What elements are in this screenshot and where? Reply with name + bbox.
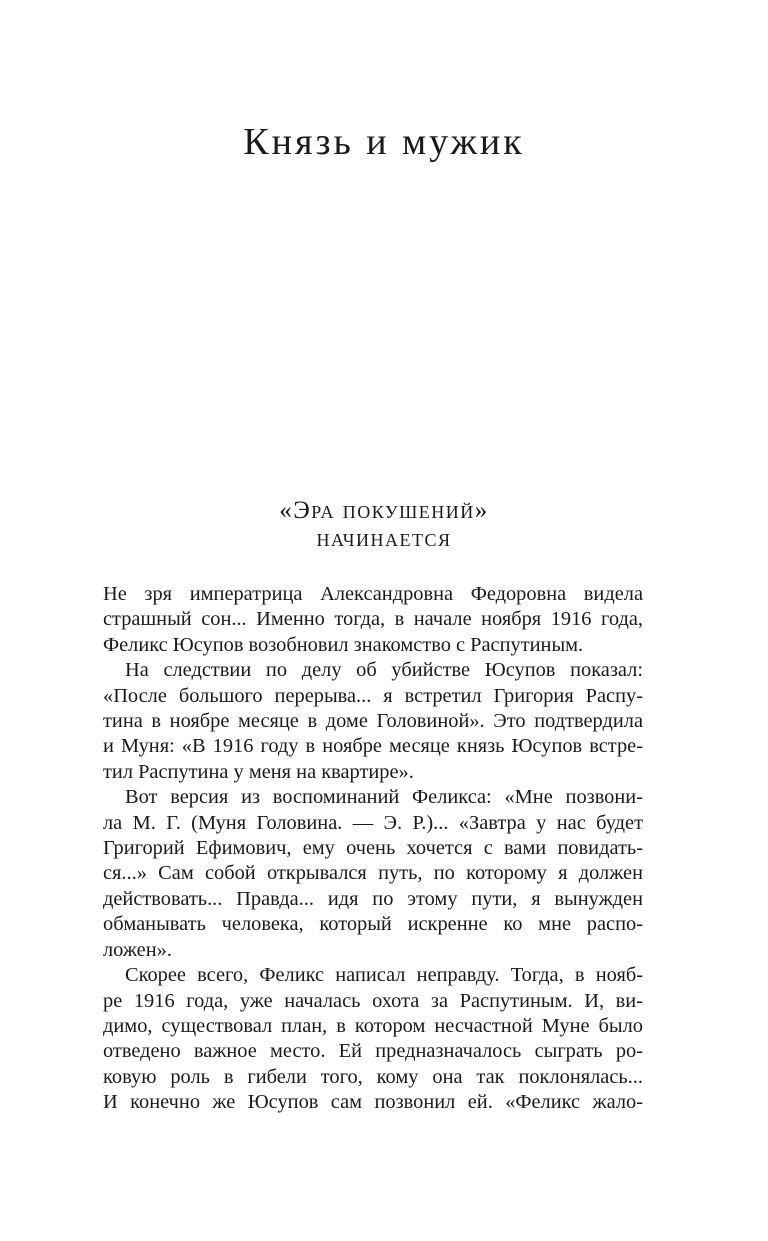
text-line: Не зря императрица Александровна Федоровна видела: [103, 583, 643, 605]
text-line: ковую роль в гибели того, кому она так поклонялась...: [103, 1065, 643, 1088]
text-line: ре 1916 года, уже началась охота за Распутиным. И, ви-: [103, 989, 643, 1012]
text-line: обманывать человека, который искренне ко мне распо-: [103, 913, 643, 936]
text-line: ла М. Г. (Муня Головина. — Э. Р.)... «Завтра у нас будет: [103, 811, 643, 834]
text-line: и Муня: «В 1916 году в ноябре месяце князь Юсупов встре-: [103, 735, 643, 758]
text-line: И конечно же Юсупов сам позвонил ей. «Феликс жало-: [103, 1091, 643, 1114]
section-heading: [0, 497, 768, 553]
paragraph-3: [103, 785, 643, 963]
paragraph-2: [103, 658, 643, 785]
text-line: страшный сон... Именно тогда, в начале ноября 1916 года,: [103, 608, 643, 631]
text-line: Скорее всего, Феликс написал неправду. Тогда, в нояб-: [125, 964, 643, 987]
paragraph-1: [103, 582, 643, 658]
text-line: действовать... Правда... идя по этому пути, я вынужден: [103, 887, 643, 910]
section-heading-line-2: начинается: [316, 525, 452, 552]
text-line: ложен».: [103, 938, 172, 961]
text-line: димо, существовал план, в котором несчастной Муне было: [103, 1014, 643, 1037]
text-line: тина в ноябре месяце в доме Головиной». Это подтвердила: [103, 710, 643, 733]
text-line: «После большого перерыва... я встретил Григория Распу-: [103, 684, 643, 707]
chapter-title: Князь и мужик: [243, 121, 525, 163]
text-line: Григорий Ефимович, ему очень хочется с вами повидать-: [103, 837, 643, 860]
text-line: тил Распутина у меня на квартире».: [103, 760, 414, 783]
text-line: Феликс Юсупов возобновил знакомство с Распутиным.: [103, 633, 584, 656]
text-line: Вот версия из воспоминаний Феликса: «Мне позвони-: [125, 786, 643, 809]
text-line: отведено важное место. Ей предназначалось сыграть ро-: [103, 1040, 643, 1063]
text-line: ся...» Сам собой открывался путь, по которому я должен: [103, 862, 643, 885]
text-line: На следствии по делу об убийстве Юсупов показал:: [125, 659, 643, 682]
paragraph-4: [103, 963, 643, 1115]
body-text: [103, 582, 643, 1116]
section-heading-line-1: «Эра покушений»: [279, 497, 489, 524]
